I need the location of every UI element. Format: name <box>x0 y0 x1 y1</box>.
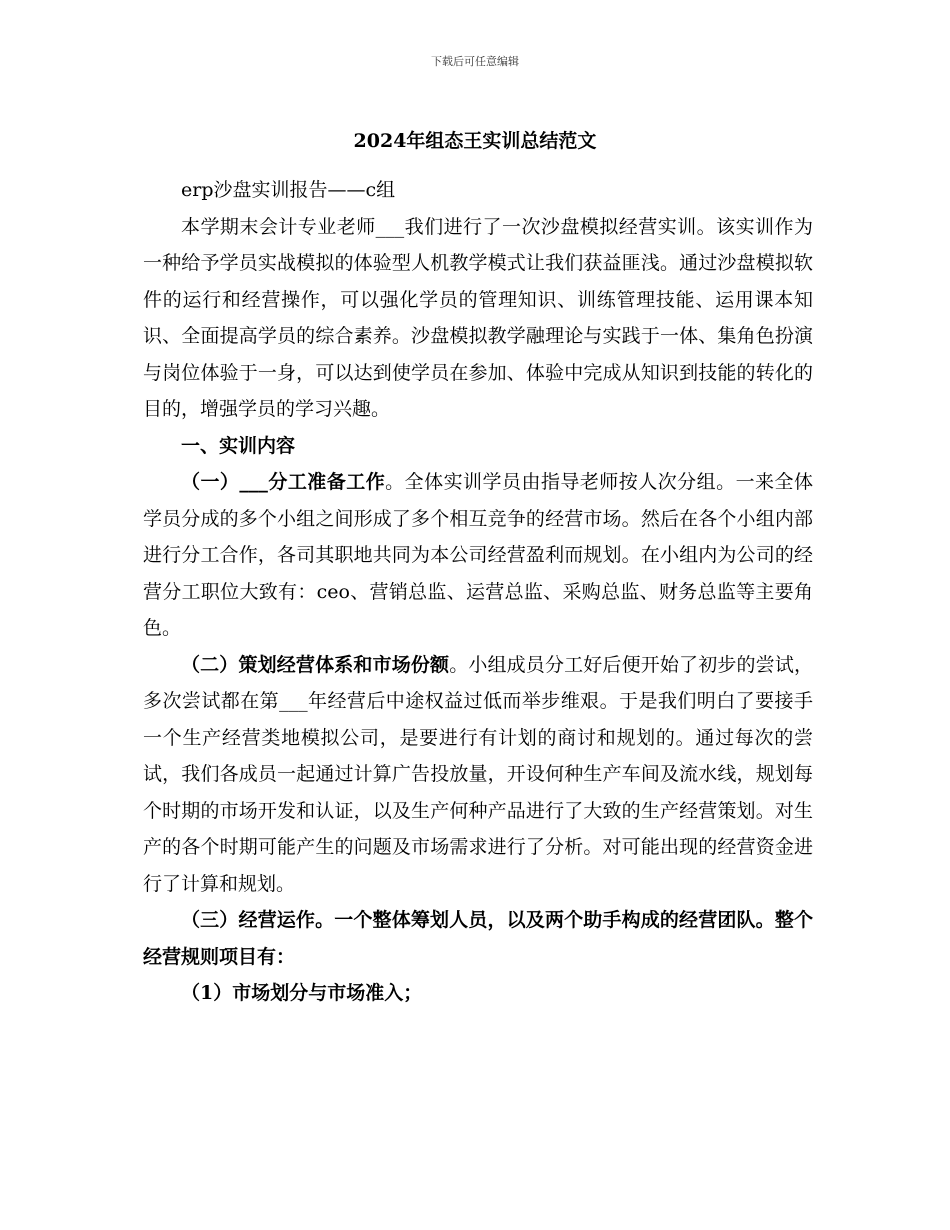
item1-label: （一）___分工准备工作 <box>181 471 386 493</box>
item3-sub1-paragraph: （1）市场划分与市场准入； <box>181 982 423 1004</box>
section-heading: 一、实训内容 <box>181 434 296 457</box>
item1-paragraph <box>143 464 813 647</box>
subtitle-paragraph: erp沙盘实训报告——c组 <box>181 179 396 201</box>
header-note: 下载后可任意编辑 <box>431 55 519 68</box>
item2-paragraph <box>143 647 813 903</box>
intro-paragraph: 本学期末会计专业老师___我们进行了一次沙盘模拟经营实训。该实训作为一种给予学员实战模拟的体验型人机教学模式让我们获益匪浅。通过沙盘模拟软件的运行和经营操作，可以强化学员的管理知识、训练管理技能、运用课本知识、全面提高学员的综合素养。沙盘模拟教学融理论与实践于一体、集角色扮演与岗位体验于一身，可以达到使学员在参加、体验中完成从知识到技能的转化的目的，增强学员的学习兴趣。 <box>143 215 813 420</box>
item2-label: （二）策划经营体系和市场份额 <box>181 653 450 676</box>
document-body <box>143 172 813 1012</box>
item2-text: 。小组成员分工好后便开始了初步的尝试，多次尝试都在第___年经营后中途权益过低而举步维艰。于是我们明白了要接手一个生产经营类地模拟公司，是要进行有计划的商讨和规划的。通过每次的尝试，我们各成员一起通过计算广告投放量，开设何种生产车间及流水线，规划每个时期的市场开发和认证，以及生产何种产品进行了大致的生产经营策划。对生产的各个时期可能产生的问题及市场需求进行了分析。对可能出现的经营资金进行了计算和规划。 <box>143 653 813 895</box>
document-title: 2024年组态王实训总结范文 <box>353 130 597 152</box>
item1-text: 。全体实训学员由指导老师按人次分组。一来全体学员分成的多个小组之间形成了多个相互竞争的经营市场。然后在各个小组内部进行分工合作，各司其职地共同为本公司经营盈利而规划。在小组内为公司的经营分工职位大致有：ceo、营销总监、运营总监、采购总监、财务总监等主要角色。 <box>143 471 813 639</box>
item3-paragraph: （三）经营运作。一个整体筹划人员，以及两个助手构成的经营团队。整个经营规则项目有： <box>143 909 813 968</box>
